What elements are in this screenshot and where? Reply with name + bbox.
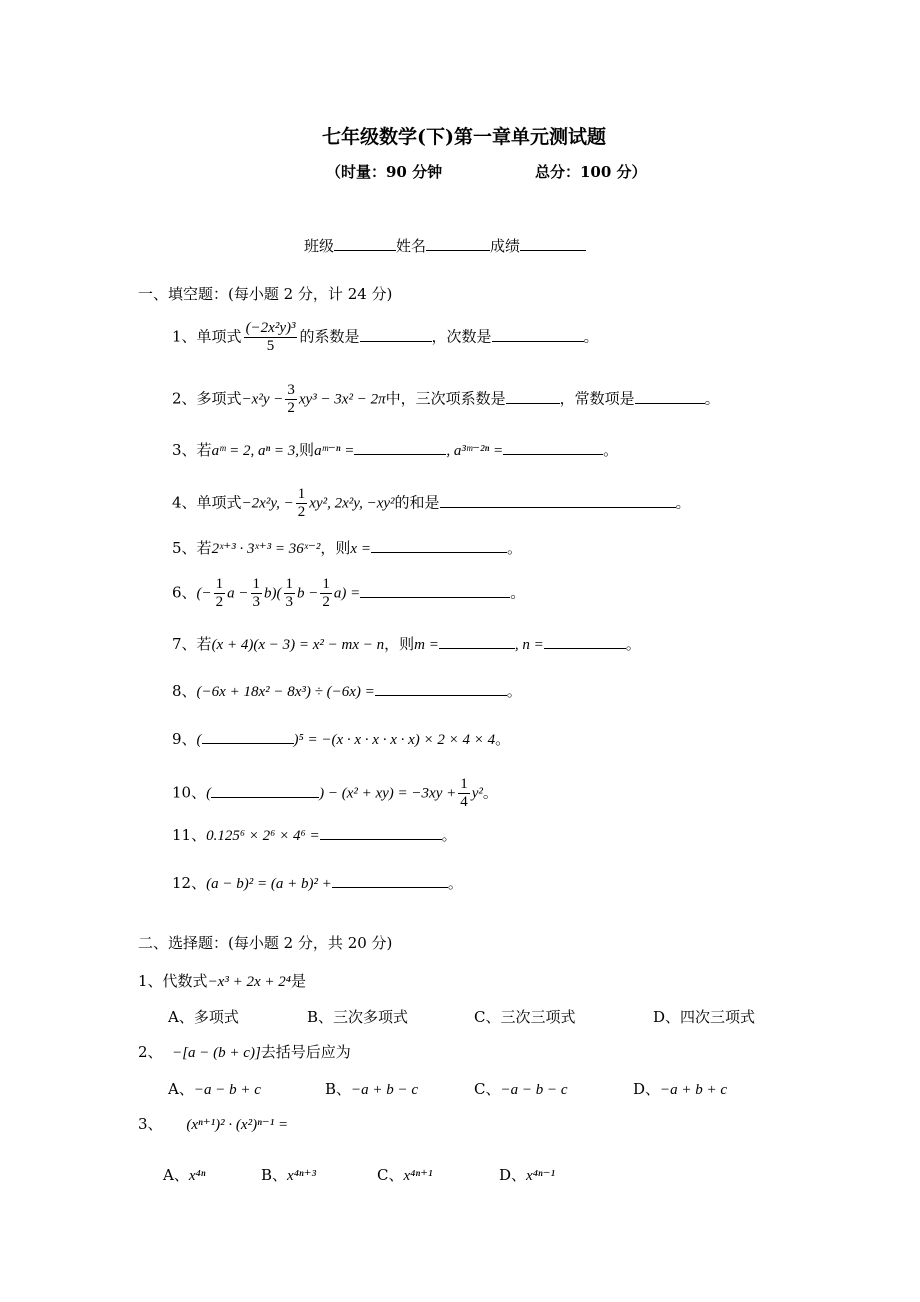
question-text: 若 — [196, 635, 212, 653]
math-expression: b − — [297, 585, 319, 602]
math-expression: x⁴ⁿ⁻¹ — [526, 1168, 556, 1184]
fraction-denominator: 3 — [252, 594, 261, 610]
question-end: 。 — [603, 441, 619, 459]
question-number: 6、 — [172, 583, 197, 602]
math-expression: x = — [350, 541, 371, 557]
question-number: 1、 — [172, 327, 197, 346]
fraction — [458, 776, 470, 811]
answer-blank[interactable] — [202, 729, 294, 744]
question-end: 。 — [510, 583, 526, 602]
total-score-label: 总分：100 分） — [535, 163, 647, 181]
fraction-numerator: (−2x²y)³ — [245, 320, 296, 336]
question-number: 5、 — [172, 539, 197, 557]
math-expression: y² — [471, 785, 483, 802]
question-text: 中，三次项系数是 — [385, 389, 506, 408]
question-text: 单项式 — [196, 493, 242, 512]
question-text: 若 — [196, 441, 212, 459]
answer-blank[interactable] — [439, 634, 515, 649]
fill-question-11 — [172, 825, 457, 846]
fraction — [320, 576, 332, 611]
math-expression: m = — [414, 637, 439, 653]
fraction — [284, 576, 296, 611]
question-text: 代数式 — [162, 972, 208, 990]
choice-option-b[interactable] — [325, 1079, 418, 1100]
choice-option-a[interactable] — [163, 1165, 205, 1186]
question-number: 12、 — [172, 874, 207, 892]
section2-heading: 二、选择题：(每小题 2 分，共 20 分) — [138, 934, 393, 952]
answer-blank[interactable] — [371, 538, 507, 553]
question-text: ，次数是 — [431, 327, 492, 346]
question-end: 。 — [675, 493, 691, 512]
option-label: D、 — [499, 1166, 527, 1184]
question-end: 。 — [704, 389, 720, 408]
student-info-row — [304, 236, 586, 256]
answer-blank[interactable] — [506, 389, 560, 404]
fill-question-10 — [172, 776, 498, 811]
answer-blank[interactable] — [320, 825, 442, 840]
fraction-numerator: 1 — [285, 576, 294, 592]
math-expression: (xⁿ⁺¹)² · (x²)ⁿ⁻¹ = — [186, 1117, 289, 1133]
question-text: 是 — [290, 972, 306, 990]
math-expression: (x + 4)(x − 3) = x² − mx − n — [211, 637, 385, 653]
math-expression: (− — [196, 585, 212, 602]
answer-blank[interactable] — [375, 681, 507, 696]
math-expression: )⁵ = −(x · x · x · x · x) × 2 × 4 × 4 — [293, 732, 496, 748]
fraction-denominator: 2 — [215, 594, 224, 610]
page-title: 七年级数学(下)第一章单元测试题 — [322, 126, 606, 148]
fraction-numerator: 1 — [460, 776, 468, 792]
math-expression: −a − b + c — [193, 1082, 261, 1098]
math-expression: , a³ᵐ⁻²ⁿ = — [446, 443, 504, 459]
fraction-denominator: 4 — [460, 794, 468, 810]
time-label: （时量：90 分钟 — [326, 163, 443, 181]
fill-question-1 — [172, 320, 599, 355]
question-text: 多项式 — [196, 389, 242, 408]
class-field[interactable] — [334, 236, 396, 251]
class-label: 班级 — [304, 237, 335, 255]
math-expression: 0.125⁶ × 2⁶ × 4⁶ = — [206, 828, 320, 844]
math-expression: x⁴ⁿ — [188, 1168, 206, 1184]
option-label: B、 — [261, 1166, 288, 1184]
fill-question-8 — [172, 681, 522, 702]
question-end: 。 — [625, 635, 641, 653]
question-text: 去括号后应为 — [260, 1043, 351, 1061]
fraction-numerator: 1 — [322, 576, 330, 592]
math-expression: −a + b − c — [351, 1082, 419, 1098]
option-label: C、 — [377, 1166, 404, 1184]
choice-option-d[interactable]: D、四次三项式 — [653, 1008, 756, 1026]
math-expression: 2ˣ⁺³ · 3ˣ⁺³ = 36ˣ⁻² — [211, 541, 321, 557]
question-text: ，常数项是 — [559, 389, 635, 408]
answer-blank[interactable] — [332, 873, 448, 888]
fill-question-9 — [172, 729, 510, 750]
fill-question-3 — [172, 440, 618, 461]
fill-question-6 — [172, 576, 525, 611]
choice-option-a[interactable]: A、多项式 — [168, 1008, 239, 1026]
fraction-numerator: 1 — [252, 576, 261, 592]
math-expression: ) − (x² + xy) = −3xy + — [319, 785, 457, 802]
question-end: 。 — [583, 327, 599, 346]
choice-question-3 — [138, 1114, 288, 1135]
option-label: C、 — [474, 1080, 501, 1098]
question-number: 3、 — [138, 1115, 163, 1133]
question-text: ，则 — [384, 635, 415, 653]
choice-option-d[interactable] — [633, 1079, 727, 1100]
question-number: 2、 — [138, 1043, 163, 1061]
math-expression: (a − b)² = (a + b)² + — [206, 876, 332, 892]
answer-blank[interactable] — [360, 327, 432, 342]
math-expression: −[a − (b + c)] — [172, 1045, 261, 1061]
math-expression: −a + b + c — [660, 1082, 728, 1098]
fraction — [251, 576, 263, 611]
math-expression: a − — [227, 585, 249, 602]
fraction-denominator: 5 — [266, 338, 275, 354]
math-expression: aᵐ = 2, aⁿ = 3, — [211, 443, 300, 459]
math-expression: −a − b − c — [500, 1082, 568, 1098]
fraction-numerator: 1 — [297, 486, 306, 502]
answer-blank[interactable] — [544, 634, 626, 649]
choice-question-1 — [138, 971, 306, 992]
fill-question-2 — [172, 382, 720, 417]
question-text: ，则 — [320, 539, 351, 557]
question-text: 单项式 — [196, 327, 242, 346]
math-expression: x⁴ⁿ⁺¹ — [403, 1168, 433, 1184]
option-label: A、 — [163, 1166, 189, 1184]
choice-option-b[interactable]: B、三次多项式 — [307, 1008, 409, 1026]
question-end: 。 — [506, 539, 522, 557]
question-number: 1、 — [138, 972, 163, 990]
question-text: 的系数是 — [299, 327, 360, 346]
section1-heading: 一、填空题：(每小题 2 分，计 24 分) — [138, 285, 393, 303]
answer-blank[interactable] — [503, 440, 603, 455]
question-number: 10、 — [172, 783, 207, 802]
answer-blank[interactable] — [211, 783, 319, 798]
choice-question-2 — [138, 1042, 351, 1063]
score-label: 成绩 — [490, 237, 521, 255]
math-expression: ( — [206, 785, 212, 802]
question-text: 的和是 — [394, 493, 440, 512]
fraction-denominator: 2 — [297, 504, 306, 520]
answer-blank[interactable] — [440, 493, 676, 508]
question-end: 。 — [495, 730, 511, 748]
choice-option-a[interactable] — [168, 1079, 261, 1100]
question-number: 3、 — [172, 441, 197, 459]
choice-option-d[interactable] — [499, 1165, 555, 1186]
name-label: 姓名 — [396, 237, 427, 255]
fill-question-7 — [172, 634, 641, 655]
math-expression: xy², 2x²y, −xy² — [309, 495, 395, 512]
score-field[interactable] — [520, 236, 586, 251]
fill-question-12 — [172, 873, 463, 894]
fill-question-5 — [172, 538, 522, 559]
fraction-numerator: 1 — [215, 576, 224, 592]
choice-option-c[interactable] — [377, 1165, 433, 1186]
math-expression: a) = — [333, 585, 361, 602]
math-expression: −2x²y, − — [241, 495, 294, 512]
option-label: B、 — [325, 1080, 352, 1098]
question-number: 2、 — [172, 389, 197, 408]
math-expression: −x³ + 2x + 2⁴ — [207, 974, 291, 990]
question-end: 。 — [441, 826, 457, 844]
question-number: 8、 — [172, 682, 197, 700]
math-expression: x⁴ⁿ⁺³ — [287, 1168, 317, 1184]
fill-question-4 — [172, 486, 691, 521]
name-field[interactable] — [426, 236, 490, 251]
question-number: 9、 — [172, 730, 197, 748]
question-text: 若 — [196, 539, 212, 557]
fraction — [244, 320, 298, 355]
math-expression: xy³ − 3x² − 2π — [298, 391, 386, 408]
question-number: 7、 — [172, 635, 197, 653]
question-end: 。 — [506, 682, 522, 700]
option-label: D、 — [633, 1080, 661, 1098]
question-number: 11、 — [172, 826, 207, 844]
fraction — [285, 382, 297, 417]
fraction — [296, 486, 308, 521]
answer-blank[interactable] — [635, 389, 705, 404]
choice-option-b[interactable] — [261, 1165, 316, 1186]
answer-blank[interactable] — [360, 583, 510, 598]
math-expression: aᵐ⁻ⁿ = — [314, 443, 355, 459]
math-expression: −x²y − — [241, 391, 284, 408]
question-end: 。 — [482, 783, 498, 802]
choice-option-c[interactable]: C、三次三项式 — [474, 1008, 576, 1026]
fraction — [214, 576, 226, 611]
question-text: 则 — [299, 441, 315, 459]
fraction-denominator: 2 — [322, 594, 330, 610]
fraction-denominator: 3 — [285, 594, 294, 610]
fraction-denominator: 2 — [287, 400, 295, 416]
option-label: A、 — [168, 1080, 194, 1098]
math-expression: (−6x + 18x² − 8x³) ÷ (−6x) = — [196, 684, 375, 700]
math-expression: , n = — [514, 637, 544, 653]
answer-blank[interactable] — [354, 440, 446, 455]
answer-blank[interactable] — [492, 327, 584, 342]
fraction-numerator: 3 — [287, 382, 295, 398]
choice-option-c[interactable] — [474, 1079, 568, 1100]
question-end: 。 — [447, 874, 463, 892]
question-number: 4、 — [172, 493, 197, 512]
math-expression: b)( — [264, 585, 282, 602]
math-expression: ( — [196, 732, 202, 748]
